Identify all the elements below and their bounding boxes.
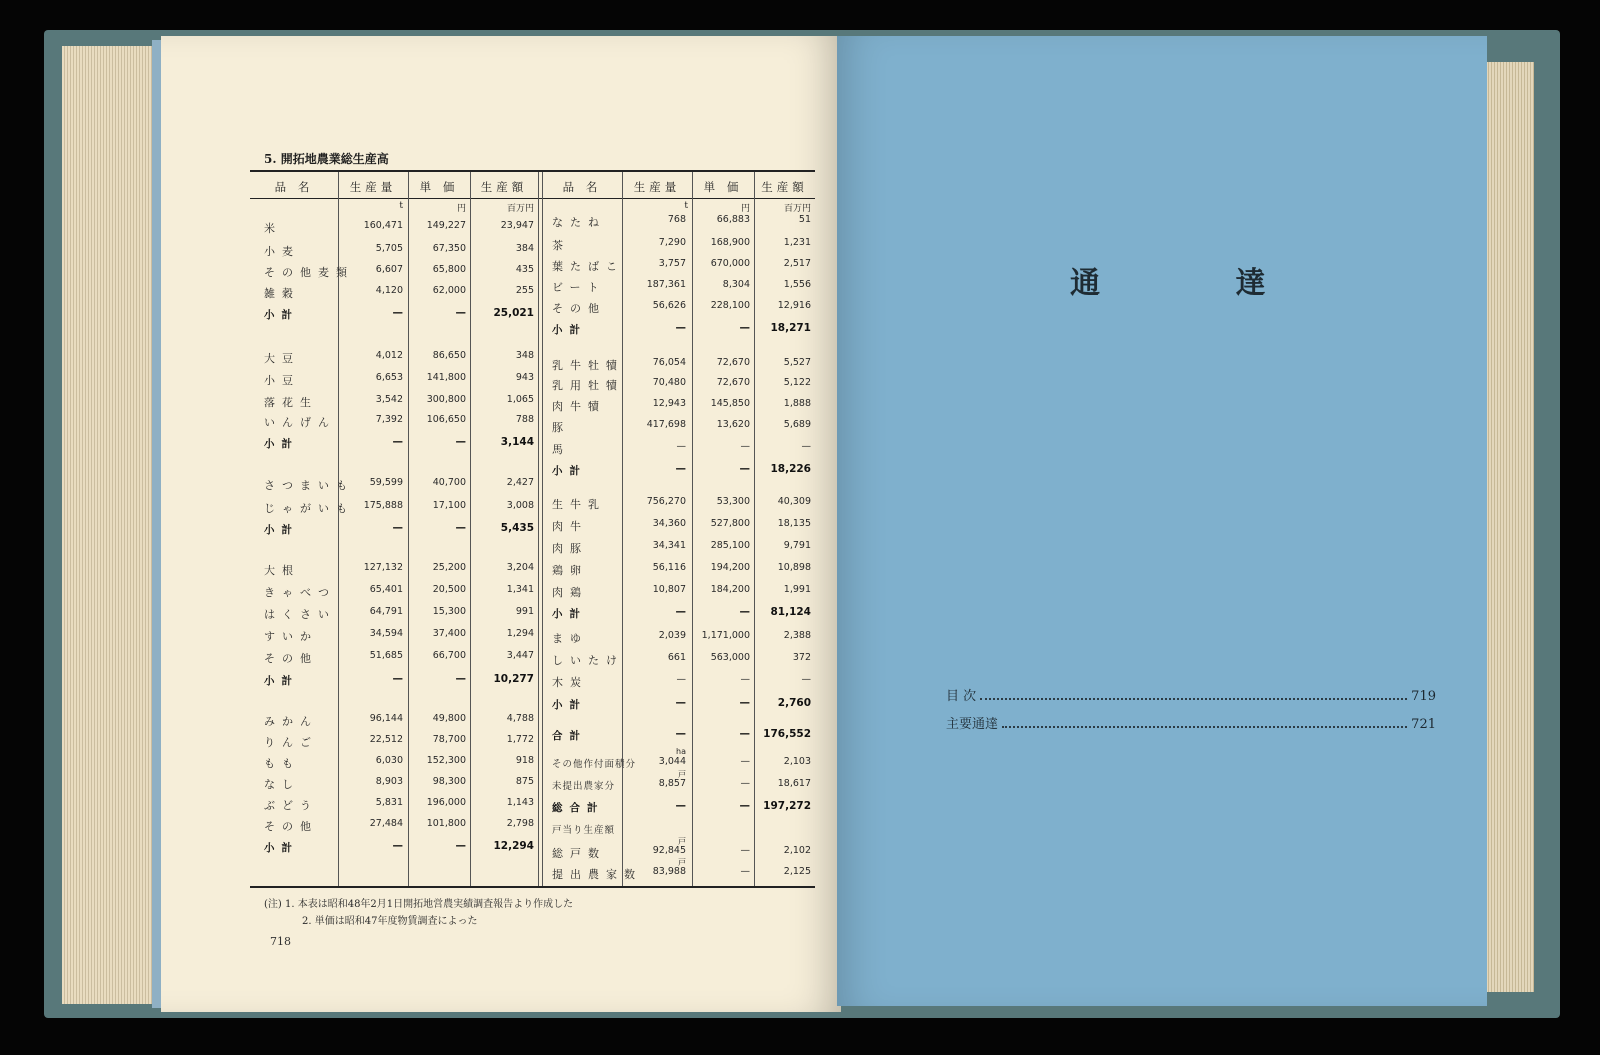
row-price: — [739, 322, 750, 334]
section-title [1070, 258, 1265, 302]
row-value: 1,231 [783, 237, 811, 248]
unit-label: 円 [740, 204, 750, 214]
right-page [837, 36, 1487, 1006]
row-quantity: 3,044 [658, 756, 686, 767]
row-name: きゃべつ [264, 586, 336, 599]
row-quantity: — [675, 606, 686, 618]
row-value: 1,556 [783, 279, 811, 290]
row-name: しいたけ [552, 654, 624, 667]
row-name: その他作付面積分 [552, 759, 637, 770]
row-quantity: — [675, 800, 686, 812]
row-quantity: — [676, 674, 686, 685]
row-name: 総合計 [552, 802, 605, 814]
row-name: 肉牛犢 [552, 400, 606, 413]
row-quantity: 175,888 [363, 500, 403, 511]
row-quantity: 4,120 [375, 285, 403, 296]
column-header: 単 価 [703, 180, 743, 194]
row-name: 豚 [552, 421, 570, 434]
table-top-rule [250, 170, 815, 172]
row-quantity: 70,480 [652, 377, 686, 388]
section-title-char-2: 達 [1235, 266, 1266, 301]
row-value: 40,309 [777, 496, 811, 507]
row-price: 168,900 [710, 237, 750, 248]
unit-label: 百万円 [506, 204, 534, 214]
toc-leader [980, 698, 1407, 700]
row-name: 戸当り生産額 [552, 825, 616, 836]
row-value: 2,427 [506, 477, 534, 488]
row-quantity: 10,807 [652, 584, 686, 595]
toc-label: 主要通達 [946, 717, 999, 732]
toc-item-main-notices[interactable] [946, 714, 1436, 732]
row-name: 鶏卵 [552, 564, 588, 577]
row-price: 67,350 [432, 243, 466, 254]
column-header: 単 価 [419, 180, 459, 194]
row-value: 5,122 [783, 377, 811, 388]
row-name: 小計 [552, 699, 587, 711]
row-name: 米 [264, 222, 282, 235]
row-price: — [740, 778, 750, 789]
row-quantity: — [675, 463, 686, 475]
table-title: 5. 開拓地農業総生産高 [264, 152, 389, 166]
row-price: 145,850 [710, 398, 750, 409]
row-value: 2,103 [783, 756, 811, 767]
row-value: 1,991 [783, 584, 811, 595]
row-value: 1,888 [783, 398, 811, 409]
row-value: 918 [515, 755, 534, 766]
row-name: その他 [264, 652, 318, 665]
row-quantity: 8,903 [375, 776, 403, 787]
row-price: — [740, 756, 750, 767]
row-name: その他 [264, 820, 318, 833]
row-price: — [455, 307, 466, 319]
toc-label: 目 次 [946, 689, 977, 704]
table-header-rule [250, 198, 815, 199]
column-header: 生産額 [761, 180, 808, 194]
row-name: 合計 [552, 730, 587, 742]
row-quantity: — [392, 673, 403, 685]
row-value: 384 [515, 243, 534, 254]
row-name: 生牛乳 [552, 498, 606, 511]
row-value: 255 [515, 285, 534, 296]
row-price: — [740, 845, 750, 856]
row-quantity: 34,341 [652, 540, 686, 551]
row-name: 葉たばこ [552, 260, 624, 273]
row-value: 2,125 [783, 866, 811, 877]
section-title-char-1: 通 [1070, 266, 1100, 301]
row-name: 小計 [264, 309, 299, 321]
row-value: 12,294 [493, 840, 534, 852]
row-quantity: 51,685 [369, 650, 403, 661]
row-price: 194,200 [710, 562, 750, 573]
row-value: 788 [515, 414, 534, 425]
column-header: 生産額 [480, 180, 528, 194]
row-quantity: 76,054 [652, 357, 686, 368]
row-quantity: — [392, 307, 403, 319]
row-price: — [740, 674, 750, 685]
row-name: 大豆 [264, 352, 300, 365]
row-price: 13,620 [716, 419, 750, 430]
row-value: 4,788 [506, 713, 534, 724]
row-value: 991 [515, 606, 534, 617]
row-quantity: 34,360 [652, 518, 686, 529]
row-price: 72,670 [716, 377, 750, 388]
row-value: 2,517 [783, 258, 811, 269]
row-quantity: 8,857 [658, 778, 686, 789]
row-name: 小計 [264, 524, 299, 536]
row-quantity: 6,607 [375, 264, 403, 275]
row-value: 1,065 [506, 394, 534, 405]
row-quantity: 7,290 [658, 237, 686, 248]
row-quantity: 59,599 [369, 477, 403, 488]
row-unit: 戸 [678, 858, 686, 867]
row-name: ぶどう [264, 799, 318, 812]
row-value: 10,898 [777, 562, 811, 573]
row-name: その他麦類 [264, 266, 354, 279]
row-quantity: 64,791 [369, 606, 403, 617]
row-value: 348 [515, 350, 534, 361]
row-value: 176,552 [763, 728, 811, 740]
row-price: 196,000 [426, 797, 466, 808]
row-price: 670,000 [710, 258, 750, 269]
row-price: — [455, 436, 466, 448]
row-value: 5,527 [783, 357, 811, 368]
row-quantity: — [392, 840, 403, 852]
row-name: 肉鶏 [552, 586, 588, 599]
row-quantity: 127,132 [363, 562, 403, 573]
row-price: 8,304 [722, 279, 750, 290]
row-quantity: 6,030 [375, 755, 403, 766]
row-price: — [739, 697, 750, 709]
row-price: — [739, 463, 750, 475]
row-price: — [455, 673, 466, 685]
row-value: 372 [792, 652, 811, 663]
row-name: もも [264, 757, 300, 770]
row-price: 40,700 [432, 477, 466, 488]
row-price: 65,800 [432, 264, 466, 275]
row-value: 435 [515, 264, 534, 275]
row-value: 81,124 [770, 606, 811, 618]
row-name: 小計 [264, 438, 299, 450]
row-name: 小計 [264, 675, 299, 687]
row-name: なたね [552, 216, 606, 229]
row-quantity: 4,012 [375, 350, 403, 361]
row-quantity: 65,401 [369, 584, 403, 595]
row-value: 23,947 [500, 220, 534, 231]
row-quantity: 22,512 [369, 734, 403, 745]
row-value: 51 [798, 214, 811, 225]
row-quantity: 12,943 [652, 398, 686, 409]
row-price: 49,800 [432, 713, 466, 724]
row-name: 総戸数 [552, 847, 606, 860]
row-price: 53,300 [716, 496, 750, 507]
row-value: 5,689 [783, 419, 811, 430]
row-name: 肉豚 [552, 542, 588, 555]
row-value: 18,226 [770, 463, 811, 475]
row-name: なし [264, 778, 300, 791]
row-value: 943 [515, 372, 534, 383]
row-quantity: 92,845 [652, 845, 686, 856]
row-value: 3,008 [506, 500, 534, 511]
column-divider [538, 172, 539, 886]
row-quantity: 2,039 [658, 630, 686, 641]
row-name: 落花生 [264, 396, 318, 409]
row-price: 149,227 [426, 220, 466, 231]
row-quantity: 187,361 [646, 279, 686, 290]
row-price: 184,200 [710, 584, 750, 595]
row-price: — [739, 800, 750, 812]
row-name: みかん [264, 715, 318, 728]
row-quantity: 6,653 [375, 372, 403, 383]
row-name: 小計 [552, 465, 587, 477]
row-price: 37,400 [432, 628, 466, 639]
row-quantity: — [392, 436, 403, 448]
row-value: 1,294 [506, 628, 534, 639]
row-value: 875 [515, 776, 534, 787]
table-note-2: 2. 単価は昭和47年度物賃調査によった [302, 916, 478, 927]
row-quantity: 5,705 [375, 243, 403, 254]
row-name: 木炭 [552, 676, 588, 689]
row-value: 2,388 [783, 630, 811, 641]
row-price: 152,300 [426, 755, 466, 766]
row-name: 茶 [552, 239, 570, 252]
row-quantity: 3,542 [375, 394, 403, 405]
row-quantity: — [675, 322, 686, 334]
row-price: — [739, 728, 750, 740]
row-price: 78,700 [432, 734, 466, 745]
row-quantity: 34,594 [369, 628, 403, 639]
row-quantity: 768 [667, 214, 686, 225]
row-price: 66,883 [716, 214, 750, 225]
row-price: 101,800 [426, 818, 466, 829]
row-price: — [455, 840, 466, 852]
row-quantity: 661 [667, 652, 686, 663]
row-value: 9,791 [783, 540, 811, 551]
row-quantity: — [675, 697, 686, 709]
row-name: すいか [264, 630, 318, 643]
row-value: 3,204 [506, 562, 534, 573]
row-price: — [455, 522, 466, 534]
row-quantity: 56,116 [652, 562, 686, 573]
unit-label: 百万円 [783, 204, 811, 214]
row-price: 228,100 [710, 300, 750, 311]
row-value: — [801, 441, 811, 452]
row-price: 25,200 [432, 562, 466, 573]
table-note-1: (注) 1. 本表は昭和48年2月1日開拓地営農実績調査報告より作成した [264, 899, 574, 910]
page-edges-right [1486, 62, 1534, 992]
row-name: ビート [552, 281, 606, 294]
row-value: 18,271 [770, 322, 811, 334]
row-value: 1,341 [506, 584, 534, 595]
row-name: さつまいも [264, 479, 354, 492]
row-value: 12,916 [777, 300, 811, 311]
row-name: りんご [264, 736, 318, 749]
row-name: はくさい [264, 608, 336, 621]
row-value: 1,772 [506, 734, 534, 745]
column-header: 品 名 [274, 180, 314, 194]
row-quantity: 27,484 [369, 818, 403, 829]
toc-page: 721 [1411, 717, 1436, 732]
row-quantity: 96,144 [369, 713, 403, 724]
row-name: 提出農家数 [552, 868, 642, 881]
row-value: 18,135 [777, 518, 811, 529]
row-quantity: 417,698 [646, 419, 686, 430]
row-value: 2,798 [506, 818, 534, 829]
row-price: 106,650 [426, 414, 466, 425]
row-quantity: 56,626 [652, 300, 686, 311]
row-name: 大根 [264, 564, 300, 577]
column-divider [542, 172, 543, 886]
toc-item-contents[interactable] [946, 686, 1436, 704]
row-price: 98,300 [432, 776, 466, 787]
row-value: 25,021 [493, 307, 534, 319]
toc-page: 719 [1411, 689, 1436, 704]
row-price: — [740, 441, 750, 452]
column-header: 生産量 [633, 180, 681, 194]
row-price: 285,100 [710, 540, 750, 551]
row-name: 馬 [552, 443, 570, 456]
row-price: 15,300 [432, 606, 466, 617]
row-price: 141,800 [426, 372, 466, 383]
unit-label: 円 [456, 204, 466, 214]
row-unit: 戸 [678, 770, 686, 779]
row-quantity: 83,988 [652, 866, 686, 877]
row-name: 雑穀 [264, 287, 300, 300]
row-name: 小豆 [264, 374, 300, 387]
row-price: 1,171,000 [701, 630, 750, 641]
row-price: 17,100 [432, 500, 466, 511]
column-header: 品 名 [562, 180, 602, 194]
row-quantity: 5,831 [375, 797, 403, 808]
table-bottom-rule [250, 886, 815, 888]
page-edges-left [62, 46, 162, 1004]
unit-label: t [684, 201, 688, 211]
row-value: 5,435 [500, 522, 534, 534]
row-quantity: — [676, 441, 686, 452]
row-name: 未提出農家分 [552, 781, 616, 792]
row-quantity: 3,757 [658, 258, 686, 269]
row-value: 2,760 [777, 697, 811, 709]
row-value: 3,144 [500, 436, 534, 448]
row-name: 肉牛 [552, 520, 588, 533]
row-name: じゃがいも [264, 502, 354, 515]
row-value: 197,272 [763, 800, 811, 812]
row-value: 1,143 [506, 797, 534, 808]
row-price: 20,500 [432, 584, 466, 595]
row-price: 527,800 [710, 518, 750, 529]
row-quantity: 160,471 [363, 220, 403, 231]
row-name: 乳牛牡犢 [552, 359, 624, 372]
row-price: 72,670 [716, 357, 750, 368]
row-name: いんげん [264, 416, 336, 429]
row-quantity: 7,392 [375, 414, 403, 425]
row-name: 小計 [264, 842, 299, 854]
row-name: 小計 [552, 324, 587, 336]
row-name: まゆ [552, 632, 588, 645]
row-price: 563,000 [710, 652, 750, 663]
row-quantity: 756,270 [646, 496, 686, 507]
row-price: 66,700 [432, 650, 466, 661]
row-name: 乳用牡犢 [552, 379, 624, 392]
row-price: — [740, 866, 750, 877]
row-quantity: — [675, 728, 686, 740]
row-price: 300,800 [426, 394, 466, 405]
row-value: 18,617 [777, 778, 811, 789]
unit-label: t [399, 201, 403, 211]
row-unit: ha [676, 747, 686, 756]
row-name: 小麦 [264, 245, 300, 258]
row-price: 62,000 [432, 285, 466, 296]
row-value: 2,102 [783, 845, 811, 856]
page-number: 718 [270, 935, 291, 948]
row-value: 10,277 [493, 673, 534, 685]
row-value: — [801, 674, 811, 685]
toc-leader [1002, 726, 1407, 728]
row-unit: 戸 [678, 837, 686, 846]
row-name: その他 [552, 302, 606, 315]
row-value: 3,447 [506, 650, 534, 661]
row-name: 小計 [552, 608, 587, 620]
row-price: 86,650 [432, 350, 466, 361]
row-quantity: — [392, 522, 403, 534]
row-price: — [739, 606, 750, 618]
column-header: 生産量 [349, 180, 397, 194]
